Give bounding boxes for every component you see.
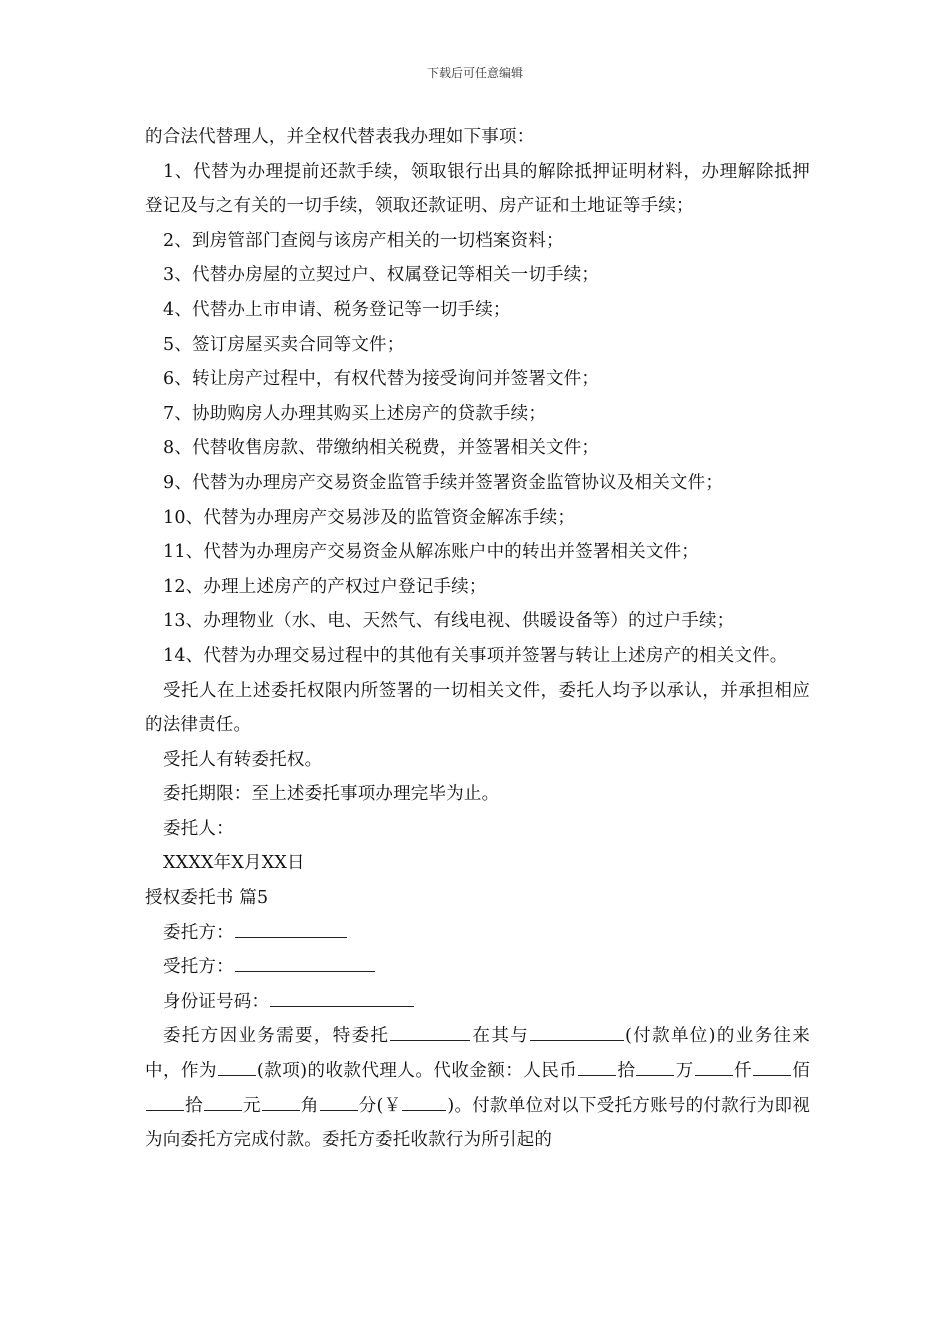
list-item: 7、协助购房人办理其购买上述房产的贷款手续； [163, 403, 547, 424]
date-line: XXXX年X月XX日 [163, 853, 305, 874]
transfer-right-line: 受托人有转委托权。 [163, 749, 323, 770]
amount-blank [695, 1055, 733, 1076]
payer-blank [530, 1020, 624, 1041]
list-item: 1、代替为办理提前还款手续，领取银行出具的解除抵押证明材料，办理解除抵押登记及与之有关的一切手续，领取还款证明、房产证和土地证等手续； [145, 161, 810, 217]
list-item: 6、转让房产过程中，有权代替为接受询问并签署文件； [163, 369, 600, 390]
id-line [145, 985, 810, 1020]
list-item: 9、代替为办理房产交易资金监管手续并签署资金监管协议及相关文件； [163, 472, 724, 493]
client-blank [235, 917, 347, 938]
list-item: 10、代替为办理房产交易涉及的监管资金解冻手续； [163, 507, 576, 528]
agent-name-blank [390, 1020, 470, 1041]
list-item: 3、代替办房屋的立契过户、权属登记等相关一切手续； [163, 265, 600, 286]
acknowledgement-paragraph: 受托人在上述委托权限内所签署的一切相关文件，委托人均予以承认，并承担相应的法律责任。 [145, 680, 810, 736]
document-body [145, 120, 810, 1158]
id-label: 身份证号码： [163, 991, 270, 1012]
amount-blank [320, 1090, 358, 1111]
list-item: 8、代替收售房款、带缴纳相关税费，并签署相关文件； [163, 438, 600, 459]
unit-text: 佰 [792, 1061, 810, 1082]
list-item: 14、代替为办理交易过程中的其他有关事项并签署与转让上述房产的相关文件。 [163, 645, 788, 666]
intro-paragraph: 的合法代替理人，并全权代替表我办理如下事项： [145, 127, 535, 147]
paragraph-text: (付款单位)的业务往来中，作为 [145, 1026, 810, 1082]
list-item: 13、办理物业（水、电、天然气、有线电视、供暖设备等）的过户手续； [163, 611, 735, 632]
amount-blank [262, 1090, 300, 1111]
page-header-note: 下载后可任意编辑 [426, 66, 523, 80]
unit-text: 元 [242, 1095, 261, 1116]
term-line: 委托期限：至上述委托事项办理完毕为止。 [163, 784, 500, 805]
amount-blank [636, 1055, 674, 1076]
principal-label: 委托人： [163, 818, 234, 839]
amount-blank [578, 1055, 616, 1076]
agent-line [145, 950, 810, 985]
amount-blank [753, 1055, 791, 1076]
list-item: 5、签订房屋买卖合同等文件； [163, 334, 405, 355]
collection-paragraph [145, 1019, 810, 1157]
unit-text: 角 [300, 1095, 319, 1116]
section-title: 授权委托书 篇5 [145, 888, 269, 909]
agent-label: 受托方： [163, 957, 234, 978]
paragraph-text: )。付款单位对以下受托方账号的付款行为即视为向委托方完成付款。委托方委托收款行为所引起的 [145, 1095, 811, 1151]
list-item: 12、办理上述房产的产权过户登记手续； [163, 576, 487, 597]
paragraph-text: 在其与 [471, 1026, 530, 1047]
list-item: 11、代替为办理房产交易资金从解冻账户中的转出并签署相关文件； [163, 542, 699, 563]
paragraph-text: (款项)的收款代理人。代收金额：人民币 [256, 1061, 578, 1082]
list-item: 4、代替办上市申请、税务登记等一切手续； [163, 299, 511, 320]
client-line [145, 916, 810, 951]
id-blank [270, 986, 414, 1007]
agent-blank [235, 951, 375, 972]
amount-blank [204, 1090, 242, 1111]
unit-text: 拾 [185, 1095, 203, 1116]
amount-figure-blank [402, 1090, 446, 1111]
paragraph-text: 委托方因业务需要，特委托 [163, 1026, 390, 1047]
unit-text: 仟 [733, 1061, 752, 1082]
amount-blank [146, 1090, 184, 1111]
unit-text: 拾 [617, 1061, 636, 1082]
unit-text: 万 [675, 1061, 694, 1082]
unit-text: 分(￥ [358, 1095, 402, 1116]
list-item: 2、到房管部门查阅与该房产相关的一切档案资料； [163, 230, 564, 251]
funds-blank [218, 1055, 256, 1076]
client-label: 委托方： [163, 922, 234, 943]
